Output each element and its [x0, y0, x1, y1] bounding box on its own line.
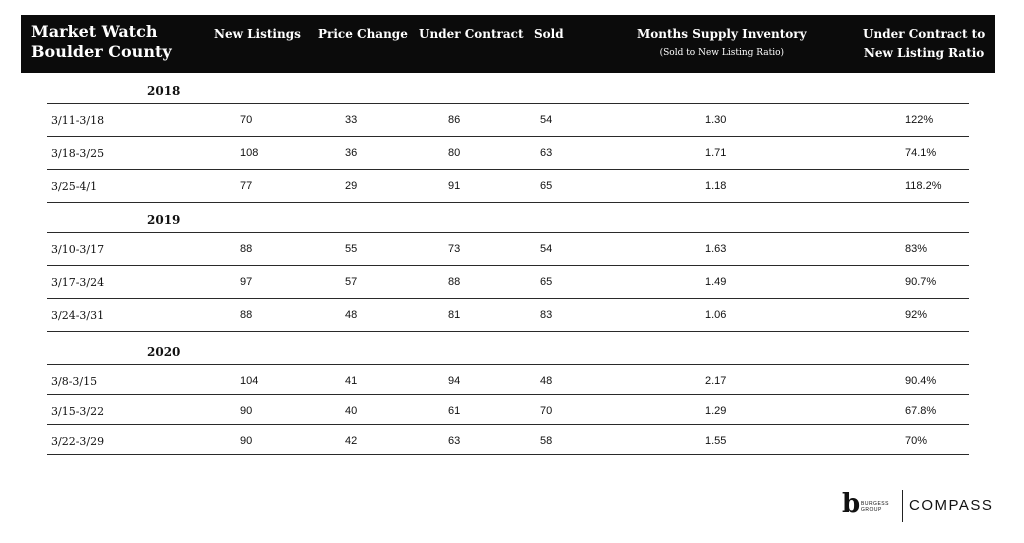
table-cell: 41 [345, 375, 358, 387]
table-cell: 1.18 [705, 180, 727, 192]
burgess-group-logo: b [842, 489, 861, 519]
col-header-label: Sold [534, 27, 564, 41]
col-header-label: Price Change [318, 27, 408, 41]
table-cell: 48 [540, 375, 553, 387]
col-header-sublabel: New Listing Ratio [863, 46, 985, 60]
year-heading: 2019 [147, 213, 181, 227]
table-cell: 108 [240, 147, 259, 159]
table-header [21, 15, 995, 73]
table-cell: 83 [540, 309, 553, 321]
table-cell: 55 [345, 243, 358, 255]
col-header-label: Months Supply Inventory [637, 27, 807, 41]
table-cell: 1.06 [705, 309, 727, 321]
period-label: 3/24-3/31 [51, 309, 105, 322]
table-cell: 63 [448, 435, 461, 447]
period-label: 3/11-3/18 [51, 114, 105, 127]
table-cell: 94 [448, 375, 461, 387]
row-divider [47, 169, 969, 170]
year-heading: 2018 [147, 84, 181, 98]
row-divider [47, 232, 969, 233]
table-cell: 70% [905, 435, 928, 447]
table-cell: 63 [540, 147, 553, 159]
period-label: 3/8-3/15 [51, 375, 98, 388]
table-cell: 33 [345, 114, 358, 126]
table-cell: 118.2% [905, 180, 942, 192]
table-cell: 70 [240, 114, 253, 126]
row-divider [47, 103, 969, 104]
col-header-price-change [318, 27, 408, 42]
table-cell: 58 [540, 435, 553, 447]
table-cell: 74.1% [905, 147, 937, 159]
row-divider [47, 265, 969, 266]
period-label: 3/18-3/25 [51, 147, 105, 160]
row-divider [47, 454, 969, 455]
table-cell: 90 [240, 405, 253, 417]
table-cell: 1.30 [705, 114, 727, 126]
table-cell: 40 [345, 405, 358, 417]
col-header-label: Under Contract [419, 27, 524, 41]
table-cell: 42 [345, 435, 358, 447]
period-label: 3/15-3/22 [51, 405, 105, 418]
table-cell: 1.63 [705, 243, 727, 255]
table-cell: 54 [540, 243, 553, 255]
burgess-text: BURGESS [861, 501, 889, 507]
table-cell: 54 [540, 114, 553, 126]
table-cell: 65 [540, 276, 553, 288]
row-divider [47, 298, 969, 299]
row-divider [47, 202, 969, 203]
brand-logos [842, 487, 1002, 527]
table-cell: 1.55 [705, 435, 727, 447]
table-cell: 1.29 [705, 405, 727, 417]
table-cell: 80 [448, 147, 461, 159]
table-cell: 90.4% [905, 375, 937, 387]
table-cell: 1.49 [705, 276, 727, 288]
row-divider [47, 331, 969, 332]
row-divider [47, 136, 969, 137]
table-cell: 70 [540, 405, 553, 417]
col-header-label: New Listings [214, 27, 301, 41]
table-cell: 48 [345, 309, 358, 321]
col-header-sublabel: (Sold to New Listing Ratio) [659, 48, 785, 58]
table-cell: 90 [240, 435, 253, 447]
header-title [31, 22, 172, 62]
header-title-line1: Market Watch [31, 22, 158, 41]
col-header-contract-ratio [863, 27, 985, 61]
table-cell: 73 [448, 243, 461, 255]
table-cell: 65 [540, 180, 553, 192]
table-cell: 1.71 [705, 147, 727, 159]
period-label: 3/17-3/24 [51, 276, 105, 289]
period-label: 3/10-3/17 [51, 243, 105, 256]
table-cell: 91 [448, 180, 461, 192]
header-title-line2: Boulder County [31, 42, 172, 61]
period-label: 3/22-3/29 [51, 435, 105, 448]
table-cell: 92% [905, 309, 928, 321]
table-cell: 57 [345, 276, 358, 288]
table-cell: 2.17 [705, 375, 727, 387]
burgess-group-wordmark [861, 501, 889, 513]
col-header-under-contract [419, 27, 523, 42]
row-divider [47, 364, 969, 365]
table-cell: 77 [240, 180, 253, 192]
row-divider [47, 424, 969, 425]
col-header-sold [534, 27, 564, 42]
table-cell: 97 [240, 276, 253, 288]
logo-divider [902, 490, 903, 522]
period-label: 3/25-4/1 [51, 180, 98, 193]
year-heading: 2020 [147, 345, 181, 359]
table-cell: 81 [448, 309, 461, 321]
table-cell: 29 [345, 180, 358, 192]
table-cell: 88 [240, 309, 253, 321]
row-divider [47, 394, 969, 395]
table-cell: 90.7% [905, 276, 937, 288]
table-cell: 122% [905, 114, 934, 126]
table-cell: 88 [448, 276, 461, 288]
compass-logo: COMPASS [909, 497, 994, 514]
col-header-months-supply [637, 27, 807, 61]
table-cell: 104 [240, 375, 259, 387]
col-header-new-listings [214, 27, 301, 42]
col-header-label: Under Contract to [863, 27, 986, 41]
table-cell: 67.8% [905, 405, 937, 417]
group-text: GROUP [861, 507, 882, 513]
table-cell: 88 [240, 243, 253, 255]
table-cell: 61 [448, 405, 461, 417]
table-cell: 86 [448, 114, 461, 126]
table-cell: 83% [905, 243, 928, 255]
table-cell: 36 [345, 147, 358, 159]
